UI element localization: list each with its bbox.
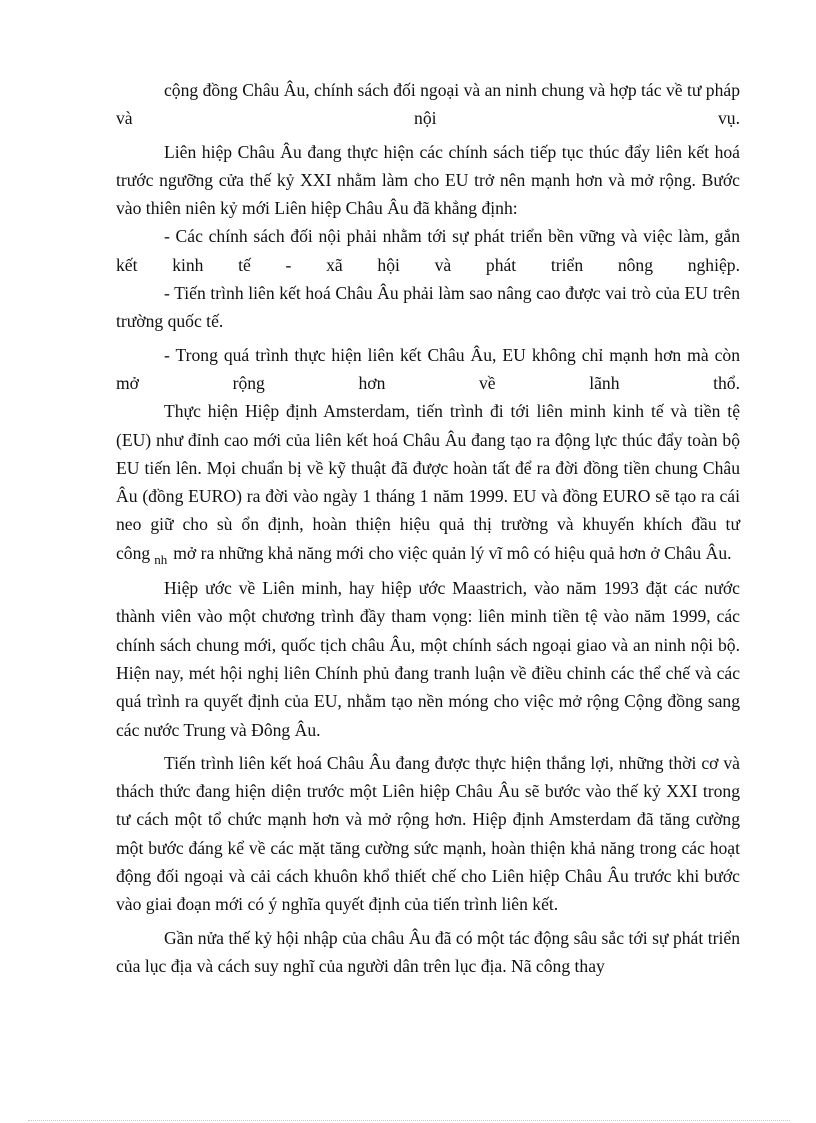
paragraph-1: cộng đồng Châu Âu, chính sách đối ngoại và an ninh chung và hợp tác về tư pháp và nội vụ.: [116, 80, 740, 129]
paragraph-4: - Tiến trình liên kết hoá Châu Âu phải làm sao nâng cao được vai trò của EU trên trường quốc tế.: [116, 283, 740, 332]
stray-fragment: nh: [154, 551, 168, 567]
document-body: [116, 76, 740, 980]
page-bottom-divider: [28, 1120, 790, 1121]
paragraph-3: - Các chính sách đối nội phải nhằm tới sự phát triển bền vững và việc làm, gắn kết kinh tế - xã hội và phát triển nông nghiệp.: [116, 226, 740, 275]
paragraph-8: Tiến trình liên kết hoá Châu Âu đang được thực hiện thắng lợi, những thời cơ và thách thức đang hiện diện trước một Liên hiệp Châu Âu sẽ bước vào thế kỷ XXI trong tư cách một tổ chức mạnh hơn và mở rộng hơn. Hiệp định Amsterdam đã tăng cường một bước đáng kể về các mặt tăng cường sức mạnh, hoàn thiện khả năng trong các hoạt động đối ngoại và cải cách khuôn khổ thiết chế cho Liên hiệp Châu Âu trước khi bước vào giai đoạn mới có ý nghĩa quyết định của tiến trình liên kết.: [116, 752, 740, 915]
paragraph-6: [116, 397, 740, 569]
paragraph-5: - Trong quá trình thực hiện liên kết Châu Âu, EU không chỉ mạnh hơn mà còn mở rộng hơn về lãnh thổ.: [116, 344, 740, 393]
paragraph-7: Hiệp ước về Liên minh, hay hiệp ước Maastrich, vào năm 1993 đặt các nước thành viên vào một chương trình đầy tham vọng: liên minh tiền tệ vào năm 1999, các chính sách chung mới, quốc tịch châu Âu, một chính sách ngoại giao và an ninh nội bộ. Hiện nay, mét hội nghị liên Chính phủ đang tranh luận về điều chỉnh các thể chế và các quá trình ra quyết định của EU, nhằm tạo nền móng cho việc mở rộng Cộng đồng sang các nước Trung và Đông Âu.: [116, 578, 740, 740]
paragraph-6-tail: mở ra những khả năng mới cho việc quản lý vĩ mô có hiệu quả hơn ở Châu Âu.: [173, 542, 732, 563]
paragraph-9: Gần nửa thế kỷ hội nhập của châu Âu đã có một tác động sâu sắc tới sự phát triển của lục địa và cách suy nghĩ của người dân trên lục địa. Nã công thay: [116, 927, 740, 976]
paragraph-2: Liên hiệp Châu Âu đang thực hiện các chính sách tiếp tục thúc đẩy liên kết hoá trước ngưỡng cửa thế kỷ XXI nhằm làm cho EU trở nên mạnh hơn và mở rộng. Bước vào thiên niên kỷ mới Liên hiệp Châu Âu đã khẳng định:: [116, 141, 740, 219]
paragraph-6-text: Thực hiện Hiệp định Amsterdam, tiến trình đi tới liên minh kinh tế và tiền tệ (EU) như đỉnh cao mới của liên kết hoá Châu Âu đang tạo ra động lực thúc đẩy toàn bộ EU tiến lên. Mọi chuẩn bị về kỹ thuật đã được hoàn tất để ra đời đồng tiền chung Châu Âu (đồng EURO) ra đời vào ngày 1 tháng 1 năm 1999. EU và đồng EURO sẽ tạo ra cái neo giữ cho sù ổn định, hoàn thiện hiệu quả thị trường và khuyến khích đầu tư công: [116, 401, 740, 563]
